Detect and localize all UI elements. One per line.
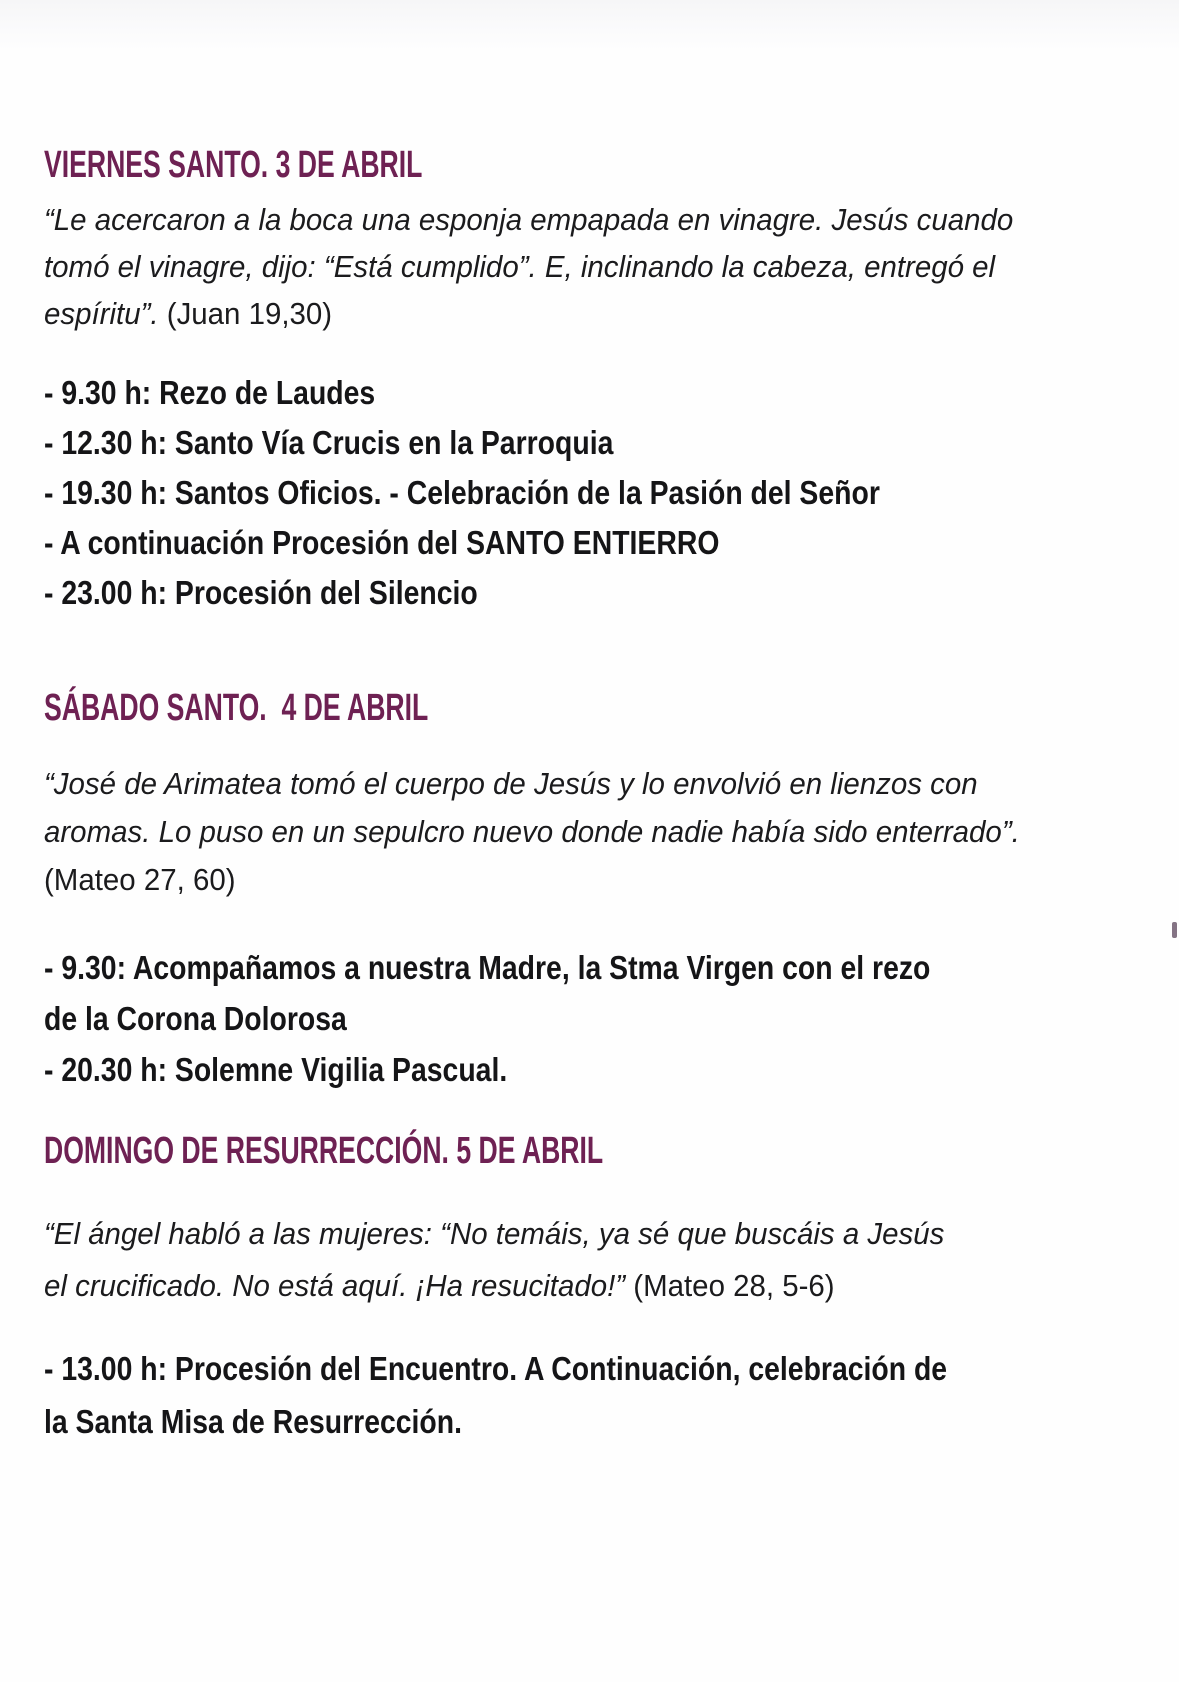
schedule-line: - 13.00 h: Procesión del Encuentro. A Continuación, celebración de [44, 1350, 948, 1387]
right-edge-artifact [1172, 922, 1177, 938]
quote-text: aromas. Lo puso en un sepulcro nuevo donde nadie había sido enterrado”. [44, 814, 1020, 849]
schedule-sabado [44, 942, 1075, 1095]
scan-shading-artifact [0, 0, 1179, 52]
quote-sabado [44, 760, 1071, 904]
quote-line [44, 760, 1020, 808]
section-header-viernes: VIERNES SANTO. 3 DE ABRIL [44, 144, 423, 186]
schedule-line: - 19.30 h: Santos Oficios. - Celebración de la Pasión del Señor [44, 474, 880, 511]
quote-text: tomó el vinagre, dijo: “Está cumplido”. E, inclinando la cabeza, entregó el [44, 249, 996, 284]
quote-text: el crucificado. No está aquí. ¡Ha resucitado!” [44, 1268, 626, 1303]
section-header-sabado: SÁBADO SANTO. 4 DE ABRIL [44, 687, 429, 729]
quote-line [44, 290, 1013, 337]
scripture-reference: (Juan 19,30) [158, 296, 333, 331]
schedule-line: - 9.30: Acompañamos a nuestra Madre, la Stma Virgen con el rezo [44, 949, 931, 986]
schedule-line: - 12.30 h: Santo Vía Crucis en la Parroquia [44, 424, 614, 461]
schedule-line: - A continuación Procesión del SANTO ENTIERRO [44, 524, 720, 561]
schedule-domingo [44, 1342, 1094, 1448]
schedule-line: - 23.00 h: Procesión del Silencio [44, 574, 478, 611]
scripture-reference: (Mateo 27, 60) [44, 862, 236, 897]
quote-line [44, 1208, 944, 1260]
quote-viernes [44, 196, 1064, 337]
schedule-line: de la Corona Dolorosa [44, 1000, 347, 1037]
quote-line [44, 808, 1020, 856]
section-header-domingo: DOMINGO DE RESURRECCIÓN. 5 DE ABRIL [44, 1130, 604, 1172]
quote-domingo [44, 1208, 992, 1312]
quote-line [44, 243, 1013, 290]
quote-text: “José de Arimatea tomó el cuerpo de Jesús y lo envolvió en lienzos con [44, 766, 978, 801]
quote-line [44, 1260, 944, 1312]
schedule-line: - 20.30 h: Solemne Vigilia Pascual. [44, 1051, 508, 1088]
quote-text: espíritu”. [44, 296, 159, 331]
schedule-line: la Santa Misa de Resurrección. [44, 1403, 462, 1440]
schedule-viernes [44, 368, 1016, 618]
schedule-line: - 9.30 h: Rezo de Laudes [44, 374, 376, 411]
quote-text: “El ángel habló a las mujeres: “No temáis, ya sé que buscáis a Jesús [44, 1216, 945, 1251]
quote-text: “Le acercaron a la boca una esponja empapada en vinagre. Jesús cuando [44, 202, 1014, 237]
scripture-reference: (Mateo 28, 5-6) [625, 1268, 835, 1303]
quote-line [44, 196, 1013, 243]
quote-line [44, 856, 1020, 904]
